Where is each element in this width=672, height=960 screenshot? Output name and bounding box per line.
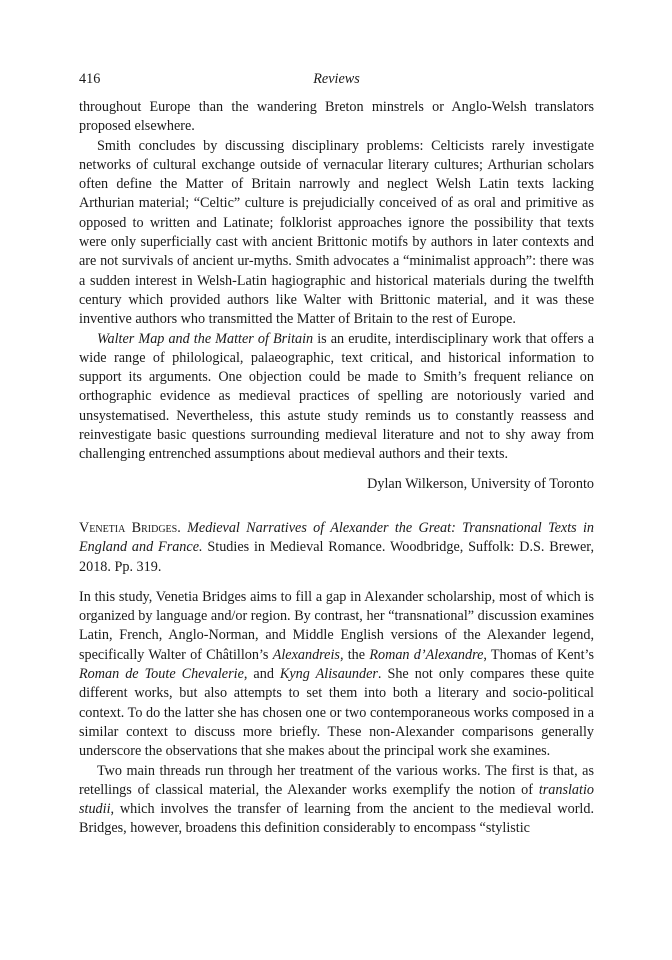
review1-paragraph-1: throughout Europe than the wandering Breton minstrels or Anglo-Welsh translators proposed elsewhere. [79, 99, 594, 135]
review1-paragraph-3: Walter Map and the Matter of Britain is an erudite, interdisciplinary work that offers a wide range of philological, palaeographic, text critical, and historical information to support its arguments. One objection could be made to Smith’s frequent reliance on orthographic evidence as medieval practices of spelling are notoriously varied and unsystematised. Nevertheless, this astute study reminds us to constantly reassess and reinvestigate basic questions surrounding medieval literature and not to shy away from challenging entrenched assumptions about medieval authors and their texts. [79, 330, 594, 463]
reviewer-signature: Dylan Wilkerson, University of Toronto [367, 475, 594, 492]
page-number: 416 [79, 71, 101, 87]
publication-details: Studies in Medieval Romance. Woodbridge, Suffolk: D.S. Brewer, 2018. Pp. 319. [79, 539, 595, 575]
review1-paragraph-2: Smith concludes by discussing disciplinary problems: Celticists rarely investigate networks of cultural exchange outside of vernacular literary cultures; Arthurian scholars often define the Matter of Britain narrowly and neglect Welsh Latin texts lacking Arthurian material; “Celtic” culture is prejudicially conceived of as oral and primitive as opposed to written and Latinate; folklorist approaches ignore the possibility that texts were only superficially cast with ancient Brittonic motifs by authors in later contexts and are not survivals of ancient ur-myths. Smith advocates a “minimalist approach”: there was a sudden interest in Welsh-Latin hagiographic and historical materials during the twelfth century which provided authors like Walter with Brittonic material, and it was these inventive authors who transmitted the Matter of Britain to the rest of Europe. [79, 137, 594, 328]
review2-paragraph-1: In this study, Venetia Bridges aims to fill a gap in Alexander scholarship, most of which is organized by language and/or region. By contrast, her “transnational” discussion examines Latin, French, Anglo-Norman, and Middle English versions of the Alexander legend, specifically Walter of Châtillon’s Alexandreis, the Roman d’Alexandre, Thomas of Kent’s Roman de Toute Chevalerie, and Kyng Alisaunder. She not only compares these quite different works, but also attempts to set them into both a literary and socio-political context. To do the latter she has chosen one or two contemporaneous works composed in a similar context to discuss more briefly. These non-Alexander comparisons generally underscore the observations that she makes about the principal work she examines. [79, 588, 594, 760]
reviewed-author: Venetia Bridges [79, 519, 178, 536]
review2-citation: Venetia Bridges. Medieval Narratives of Alexander the Great: Transnational Texts in England and France. Studies in Medieval Romance. Woodbridge, Suffolk: D.S. Brewer, 2018. Pp. 319. [79, 519, 595, 575]
book-title-walter-map: Walter Map and the Matter of Britain [97, 330, 314, 347]
reviewed-book-title: Medieval Narratives of Alexander the Great: Transnational Texts in England and France. [79, 519, 595, 556]
review2-paragraph-2: Two main threads run through her treatment of the various works. The first is that, as retellings of classical material, the Alexander works exemplify the notion of translatio studii, which involves the transfer of learning from the ancient to the medieval world. Bridges, however, broadens this definition considerably to encompass “stylistic [79, 762, 594, 837]
page [79, 70, 594, 839]
page-header [79, 70, 594, 90]
running-head: Reviews [313, 71, 360, 87]
